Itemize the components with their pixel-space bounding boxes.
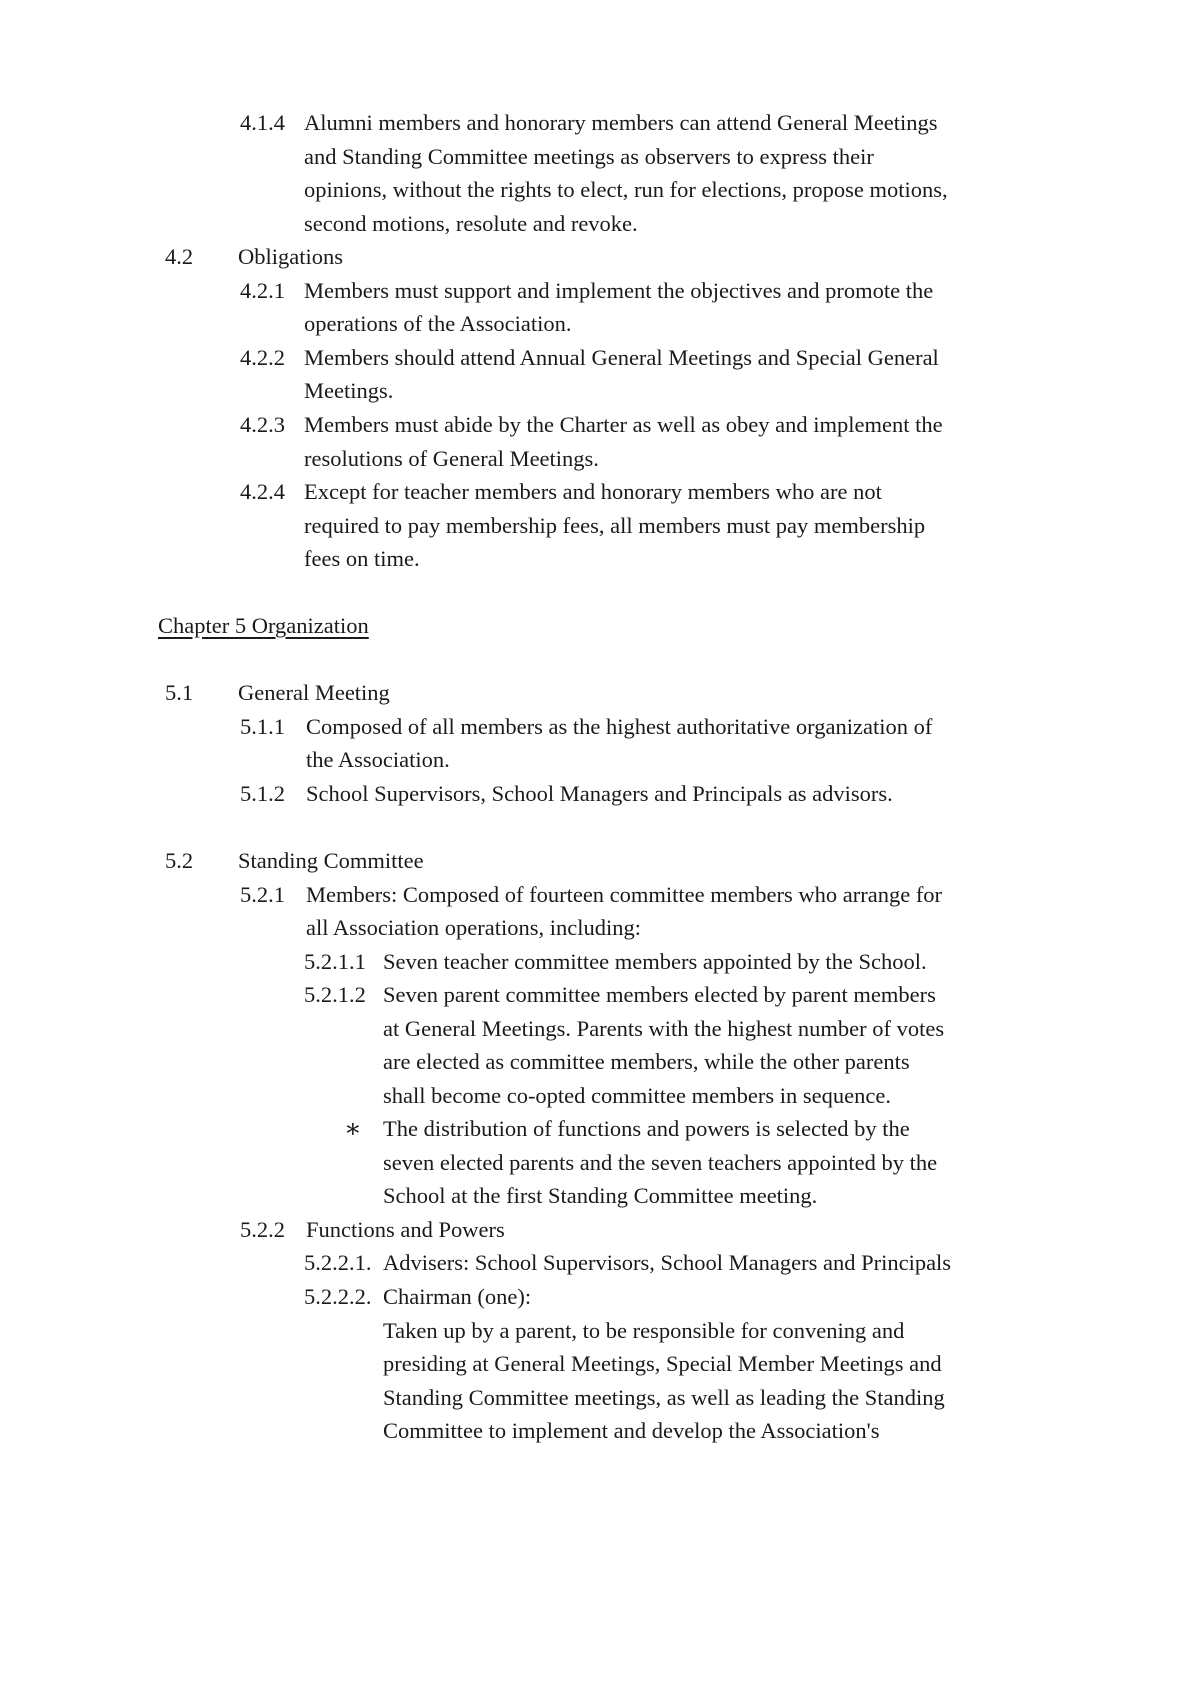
subclause-text-line: at General Meetings. Parents with the highest number of votes bbox=[383, 1016, 945, 1041]
section-number: 5.2 bbox=[165, 848, 194, 873]
description-text-line: Committee to implement and develop the Association's bbox=[383, 1418, 880, 1443]
subclause-number: 5.2.1.1 bbox=[304, 949, 366, 974]
subclause-number: 5.2.2.2. bbox=[304, 1284, 372, 1309]
clause-text-line: required to pay membership fees, all members must pay membership bbox=[304, 513, 926, 538]
clause-text-line: Composed of all members as the highest authoritative organization of bbox=[306, 714, 933, 739]
clause-text-line: operations of the Association. bbox=[304, 311, 572, 336]
subclause-text-line: Advisers: School Supervisors, School Managers and Principals bbox=[383, 1250, 952, 1275]
clause-text-line: Members must support and implement the objectives and promote the bbox=[304, 278, 934, 303]
clause-text-line: all Association operations, including: bbox=[306, 915, 641, 940]
clause-number: 4.2.1 bbox=[240, 278, 285, 303]
clause-text-line: Except for teacher members and honorary members who are not bbox=[304, 479, 882, 504]
clause-number: 5.1.1 bbox=[240, 714, 285, 739]
clause-number: 4.2.4 bbox=[240, 479, 285, 504]
clause-text-line: Members should attend Annual General Meetings and Special General bbox=[304, 345, 939, 370]
note-text-line: School at the first Standing Committee meeting. bbox=[383, 1183, 818, 1208]
clause-text-line: resolutions of General Meetings. bbox=[304, 446, 599, 471]
description-text-line: Standing Committee meetings, as well as leading the Standing bbox=[383, 1385, 945, 1410]
description-text-line: presiding at General Meetings, Special Member Meetings and bbox=[383, 1351, 942, 1376]
section-title: General Meeting bbox=[238, 680, 390, 705]
description-text-line: Taken up by a parent, to be responsible for convening and bbox=[383, 1318, 905, 1343]
asterisk-note-marker: ∗ bbox=[344, 1114, 362, 1143]
clause-text-line: and Standing Committee meetings as observers to express their bbox=[304, 144, 874, 169]
chapter-heading: Chapter 5 Organization bbox=[158, 613, 369, 638]
subclause-number: 5.2.1.2 bbox=[304, 982, 366, 1007]
clause-text-line: second motions, resolute and revoke. bbox=[304, 211, 638, 236]
clause-title: Functions and Powers bbox=[306, 1217, 505, 1242]
clause-text-line: the Association. bbox=[306, 747, 450, 772]
note-text-line: The distribution of functions and powers is selected by the bbox=[383, 1116, 910, 1141]
subclause-text-line: Seven teacher committee members appointed by the School. bbox=[383, 949, 927, 974]
clause-number: 4.2.3 bbox=[240, 412, 285, 437]
clause-number: 5.1.2 bbox=[240, 781, 285, 806]
clause-text-line: fees on time. bbox=[304, 546, 420, 571]
subclause-text-line: Chairman (one): bbox=[383, 1284, 532, 1309]
clause-text-line: Meetings. bbox=[304, 378, 394, 403]
clause-number: 5.2.1 bbox=[240, 882, 285, 907]
subclause-text-line: shall become co-opted committee members in sequence. bbox=[383, 1083, 891, 1108]
section-number: 5.1 bbox=[165, 680, 194, 705]
section-title: Standing Committee bbox=[238, 848, 424, 873]
subclause-text-line: Seven parent committee members elected by parent members bbox=[383, 982, 936, 1007]
note-text-line: seven elected parents and the seven teachers appointed by the bbox=[383, 1150, 938, 1175]
subclause-number: 5.2.2.1. bbox=[304, 1250, 372, 1275]
clause-text-line: Members must abide by the Charter as well as obey and implement the bbox=[304, 412, 943, 437]
section-number: 4.2 bbox=[165, 244, 194, 269]
clause-number: 5.2.2 bbox=[240, 1217, 285, 1242]
clause-text-line: Members: Composed of fourteen committee members who arrange for bbox=[306, 882, 943, 907]
clause-text-line: opinions, without the rights to elect, run for elections, propose motions, bbox=[304, 177, 948, 202]
clause-number: 4.2.2 bbox=[240, 345, 285, 370]
clause-text-line: School Supervisors, School Managers and Principals as advisors. bbox=[306, 781, 893, 806]
clause-text-line: Alumni members and honorary members can attend General Meetings bbox=[304, 110, 938, 135]
section-title: Obligations bbox=[238, 244, 343, 269]
clause-number: 4.1.4 bbox=[240, 110, 285, 135]
subclause-text-line: are elected as committee members, while the other parents bbox=[383, 1049, 910, 1074]
